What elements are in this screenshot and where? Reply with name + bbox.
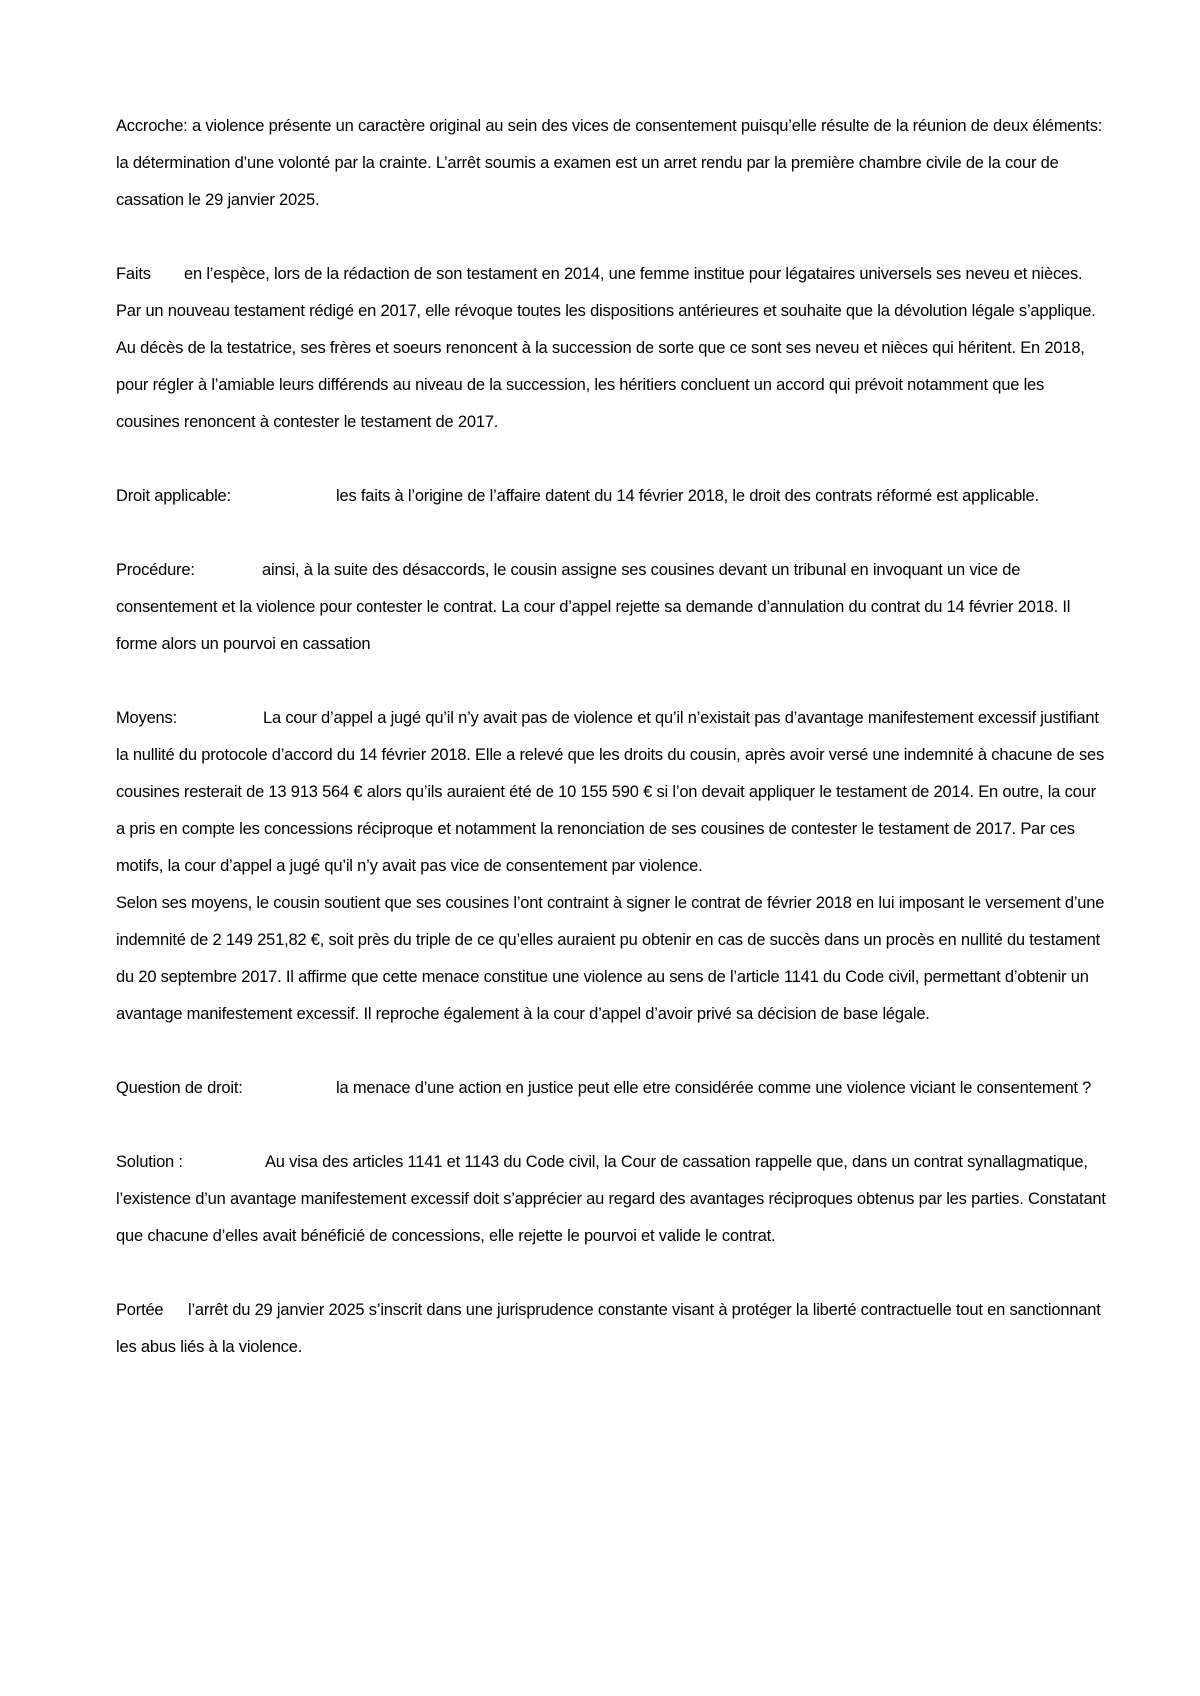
paragraph-droit-applicable (116, 478, 1106, 515)
paragraph-procedure (116, 552, 1106, 663)
text-procedure: ainsi, à la suite des désaccords, le cousin assigne ses cousines devant un tribunal en invoquant un vice de consentement et la violence pour contester le contrat. La cour d’appel rejette sa demande d’annulation du contrat du 14 février 2018. Il forme alors un pourvoi en cassation (116, 561, 1071, 653)
paragraph-question (116, 1070, 1106, 1107)
label-faits: Faits (116, 265, 151, 283)
text-moyens: La cour d’appel a jugé qu’il n’y avait pas de violence et qu’il n’existait pas d’avantage manifestement excessif justifiant la nullité du protocole d’accord du 14 février 2018. Elle a relevé que les droits du cousin, après avoir versé une indemnité à chacune de ses cousines resterait de 13 913 564 € alors qu’ils auraient été de 10 155 590 € si l’on devait appliquer le testament de 2014. En outre, la cour a pris en compte les concessions réciproque et notamment la renonciation de ses cousines de contester le testament de 2017. Par ces motifs, la cour d’appel a jugé qu’il n’y avait pas vice de consentement par violence. (116, 709, 1105, 875)
document-body (116, 108, 1106, 1403)
paragraph-accroche (116, 108, 1106, 219)
text-accroche: a violence présente un caractère original au sein des vices de consentement puisqu’elle résulte de la réunion de deux éléments: la détermination d’une volonté par la crainte. L’arrêt soumis a examen est un arret rendu par la première chambre civile de la cour de cassation le 29 janvier 2025. (116, 117, 1103, 209)
text-portee: l’arrêt du 29 janvier 2025 s’inscrit dans une jurisprudence constante visant à protéger la liberté contractuelle tout en sanctionnant les abus liés à la violence. (116, 1301, 1101, 1356)
paragraph-moyens-cousin (116, 885, 1106, 1033)
label-question: Question de droit: (116, 1079, 243, 1097)
label-moyens: Moyens: (116, 709, 177, 727)
text-faits: en l’espèce, lors de la rédaction de son testament en 2014, une femme institue pour légataires universels ses neveu et nièces. Par un nouveau testament rédigé en 2017, elle révoque toutes les dispositions antérieures et souhaite que la dévolution légale s’applique. Au décès de la testatrice, ses frères et soeurs renoncent à la succession de sorte que ce sont ses neveu et nièces qui héritent. En 2018, pour régler à l’amiable leurs différends au niveau de la succession, les héritiers concluent un accord qui prévoit notamment que les cousines renoncent à contester le testament de 2017. (116, 265, 1096, 431)
text-question: la menace d’une action en justice peut elle etre considérée comme une violence viciant le consentement ? (336, 1079, 1092, 1097)
label-procedure: Procédure: (116, 561, 195, 579)
label-solution: Solution : (116, 1153, 183, 1171)
paragraph-portee (116, 1292, 1106, 1366)
text-solution: Au visa des articles 1141 et 1143 du Code civil, la Cour de cassation rappelle que, dans un contrat synallagmatique, l’existence d’un avantage manifestement excessif doit s’apprécier au regard des avantages réciproques obtenus par les parties. Constatant que chacune d’elles avait bénéficié de concessions, elle rejette le pourvoi et valide le contrat. (116, 1153, 1106, 1245)
paragraph-solution (116, 1144, 1106, 1255)
paragraph-faits (116, 256, 1106, 441)
label-accroche: Accroche: (116, 117, 188, 135)
text-moyens-cousin: Selon ses moyens, le cousin soutient que ses cousines l’ont contraint à signer le contrat de février 2018 en lui imposant le versement d’une indemnité de 2 149 251,82 €, soit près du triple de ce qu’elles auraient pu obtenir en cas de succès dans un procès en nullité du testament du 20 septembre 2017. Il affirme que cette menace constitue une violence au sens de l’article 1141 du Code civil, permettant d’obtenir un avantage manifestement excessif. Il reproche également à la cour d’appel d’avoir privé sa décision de base légale. (116, 894, 1105, 1023)
label-droit-applicable: Droit applicable: (116, 487, 231, 505)
paragraph-moyens (116, 700, 1106, 885)
text-droit-applicable: les faits à l’origine de l’affaire datent du 14 février 2018, le droit des contrats réformé est applicable. (336, 487, 1039, 505)
label-portee: Portée (116, 1301, 164, 1319)
